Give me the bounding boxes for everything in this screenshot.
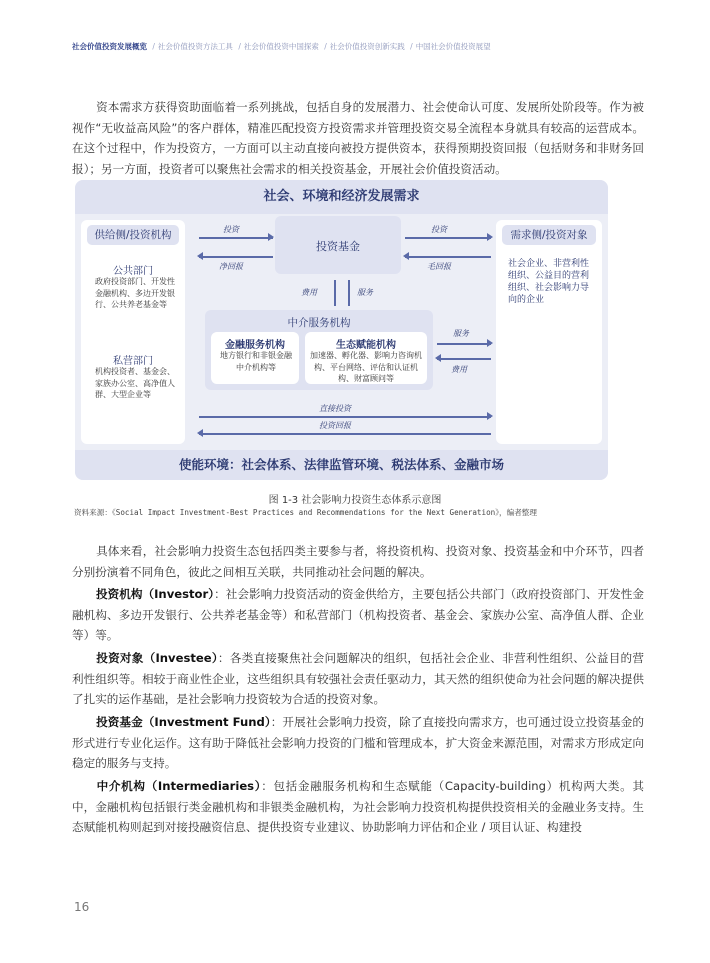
finance-institution-desc: 地方银行和非银金融中介机构等 <box>220 351 292 372</box>
arrowhead-left <box>197 252 203 260</box>
breadcrumb-item: 社会价值投资创新实践 <box>329 42 405 51</box>
paragraph <box>72 648 644 710</box>
intro-text: 资本需求方获得资助面临着一系列挑战，包括自身的发展潜力、社会使命认可度、发展所处阶段等。作为被视作“无收益高风险”的客户群体，精准匹配投资方投资需求并管理投资交易全流程本身就具有较高的运营成本。在这个过程中，作为投资方，一方面可以主动直接向被投方提供资本，获得预期投资回报（包括财务和非财务回报）；另一方面，投资者可以聚焦社会需求的相关投资基金，开展社会价值投资活动。 <box>72 100 644 176</box>
intro-paragraph <box>72 97 644 179</box>
ecosystem-enabler-desc: 加速器、孵化器、影响力咨询机构、平台网络、评估和认证机构、财富顾问等 <box>310 351 422 383</box>
paragraph <box>72 541 644 582</box>
ecosystem-enabler-box <box>305 332 427 384</box>
public-sector-desc: 政府投资部门、开发性金融机构、多边开发银行、公共养老基金等 <box>95 277 175 309</box>
page-number: 16 <box>74 900 90 914</box>
figure-caption: 图 1-3 社会影响力投资生态体系示意图 <box>268 495 442 506</box>
arrow-invest-return <box>199 433 491 435</box>
label-fee-right: 费用 <box>451 365 467 374</box>
public-sector-title: 公共部门 <box>113 266 153 277</box>
breadcrumb-item: 社会价值投资中国探索 <box>243 42 319 51</box>
paragraph-text: 具体来看，社会影响力投资生态包括四类主要参与者，将投资机构、投资对象、投资基金和中介环节，四者分别扮演着不同角色，彼此之间相互关联，共同推动社会问题的解决。 <box>72 544 644 579</box>
label-invest-return: 投资回报 <box>319 421 351 430</box>
paragraph-text: ：各类直接聚焦社会问题解决的组织，包括社会企业、非营利性组织、公益目的营利性组织等。相较于商业性企业，这些组织具有较强社会责任驱动力，其天然的组织使命为社会问题的解决提供了扎实的运作基础，是社会影响力投资较为合适的投资对象。 <box>72 651 644 706</box>
label-service-right: 服务 <box>453 329 469 338</box>
arrow-gross-return <box>405 256 491 258</box>
private-sector-title: 私营部门 <box>113 356 153 367</box>
fund-box <box>275 216 401 274</box>
arrow-invest-right <box>405 237 491 239</box>
breadcrumb-item: 中国社会价值投资展望 <box>415 42 491 51</box>
label-service-left: 服务 <box>357 288 373 297</box>
paragraph <box>72 584 644 646</box>
label-net-return: 净回报 <box>219 262 243 271</box>
finance-institution-title: 金融服务机构 <box>225 340 285 351</box>
breadcrumb: 社会价值投资发展概览 / 社会价值投资方法工具 / 社会价值投资中国探索 / 社会价值投资创新实践 / 中国社会价值投资展望 <box>72 42 491 51</box>
breadcrumb-item: 社会价值投资方法工具 <box>157 42 233 51</box>
arrow-fee <box>334 280 336 306</box>
label-invest-right: 投资 <box>431 225 447 234</box>
demand-side-box <box>496 220 602 444</box>
paragraph <box>72 712 644 774</box>
arrowhead-right <box>487 412 493 420</box>
figure-bottom-title: 使能环境：社会体系、法律监管环境、税法体系、金融市场 <box>75 450 608 480</box>
arrowhead-left <box>435 354 441 362</box>
arrow-direct-invest <box>199 416 491 418</box>
arrow-service-right <box>437 343 491 345</box>
arrow-invest-left <box>199 237 273 239</box>
supply-side-box <box>81 220 185 444</box>
intermediary-box <box>205 310 433 390</box>
finance-institution-box <box>211 332 299 384</box>
paragraph <box>72 776 644 838</box>
intermediary-title: 中介服务机构 <box>287 317 351 329</box>
term-intermediaries: 中介机构（Intermediaries） <box>96 779 262 793</box>
ecosystem-figure <box>75 180 608 480</box>
label-fee-left: 费用 <box>301 288 317 297</box>
figure-top-title: 社会、环境和经济发展需求 <box>75 180 608 214</box>
term-investor: 投资机构（Investor） <box>96 587 215 601</box>
label-invest-left: 投资 <box>223 225 239 234</box>
paragraph-text: ：开展社会影响力投资，除了直接投向需求方，也可通过设立投资基金的形式进行专业化运作。这有助于降低社会影响力投资的门槛和管理成本，扩大资金来源范围，对需求方形成定向稳定的服务与支持。 <box>72 715 644 770</box>
arrow-net-return <box>199 256 273 258</box>
ecosystem-enabler-title: 生态赋能机构 <box>336 340 396 351</box>
label-gross-return: 毛回报 <box>427 262 451 271</box>
paragraph-text: ：包括金融服务机构和生态赋能（Capacity-building）机构两大类。其中，金融机构包括银行类金融机构和非银类金融机构，为社会影响力投资机构提供投资相关的金融业务支持。生态赋能机构则起到对接投融资信息、提供投资专业建议、协助影响力评估和企业 / 项目认证、构建投 <box>72 779 644 834</box>
arrow-fee-right <box>437 358 491 360</box>
arrowhead-right <box>268 233 274 241</box>
supply-side-title: 供给侧/投资机构 <box>87 225 179 245</box>
figure-source: 资料来源：《Social Impact Investment-Best Practices and Recommendations for the Next Generation》，编者整理 <box>74 508 537 517</box>
arrowhead-left <box>403 252 409 260</box>
term-investee: 投资对象（Investee） <box>96 651 218 665</box>
term-investment-fund: 投资基金（Investment Fund） <box>96 715 271 729</box>
arrowhead-left <box>197 429 203 437</box>
label-direct-invest: 直接投资 <box>319 404 351 413</box>
arrowhead-right <box>487 233 493 241</box>
breadcrumb-current: 社会价值投资发展概览 <box>72 42 147 51</box>
fund-title: 投资基金 <box>316 240 360 253</box>
arrowhead-right <box>487 339 493 347</box>
demand-side-title: 需求侧/投资对象 <box>502 225 596 245</box>
arrow-service <box>348 280 350 306</box>
private-sector-desc: 机构投资者、基金会、家族办公室、高净值人群、大型企业等 <box>95 367 175 399</box>
demand-side-desc: 社会企业、非营利性组织、公益目的营利组织、社会影响力导向的企业 <box>508 259 590 305</box>
paragraph-text: ：社会影响力投资活动的资金供给方，主要包括公共部门（政府投资部门、开发性金融机构、多边开发银行、公共养老基金等）和私营部门（机构投资者、基金会、家族办公室、高净值人群、企业等）等。 <box>72 587 644 642</box>
